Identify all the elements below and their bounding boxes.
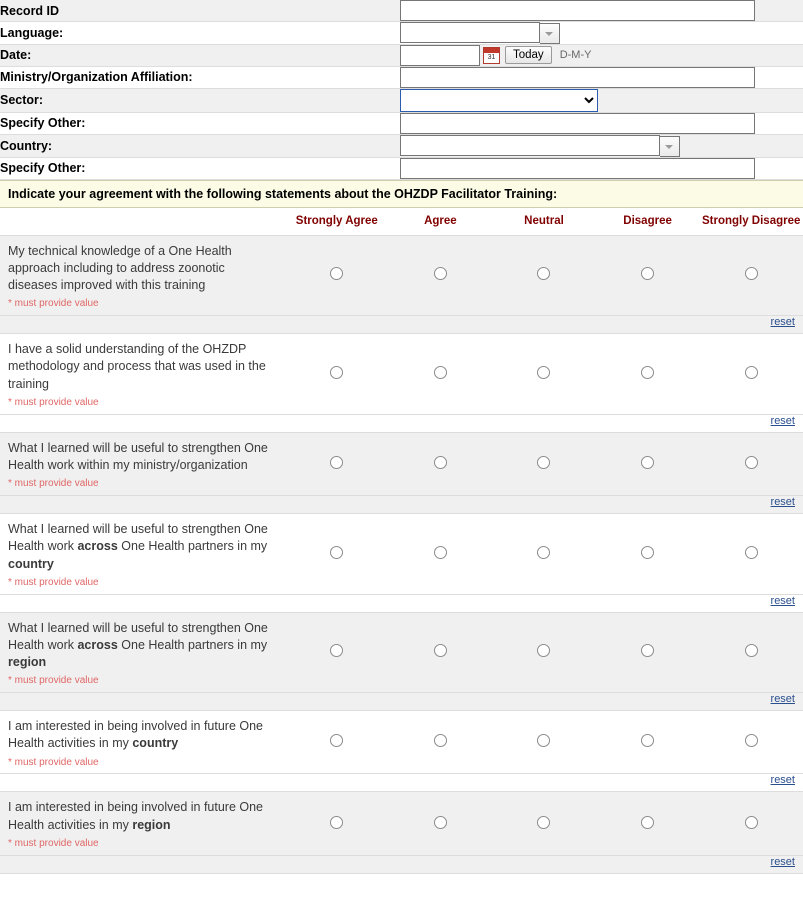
matrix-option-cell[interactable] (596, 711, 700, 774)
matrix-option-cell[interactable] (699, 612, 803, 693)
reset-link[interactable]: reset (770, 693, 795, 706)
matrix-question-text: What I learned will be useful to strengthen One Health work across One Health partners in my region * must provide value (0, 612, 285, 693)
field-label: Sector: (0, 93, 44, 108)
date-input[interactable] (400, 45, 480, 66)
record-fields-table (0, 0, 803, 180)
matrix-reset-row (0, 693, 803, 711)
language-input[interactable] (400, 22, 540, 43)
calendar-icon[interactable]: 31 (483, 47, 500, 64)
matrix-body (0, 235, 803, 873)
matrix-option-cell[interactable] (596, 334, 700, 415)
record-id-input[interactable] (400, 0, 755, 21)
radio-button[interactable] (537, 644, 550, 657)
matrix-reset-row (0, 414, 803, 432)
required-note: * must provide value (8, 396, 99, 408)
radio-button[interactable] (330, 644, 343, 657)
radio-button[interactable] (641, 456, 654, 469)
specify-other-country-input[interactable] (400, 158, 755, 179)
matrix-option-cell[interactable] (389, 612, 493, 693)
matrix-option-cell[interactable] (492, 612, 596, 693)
matrix-option-cell[interactable] (389, 711, 493, 774)
matrix-option-cell[interactable] (389, 792, 493, 855)
matrix-header-row (0, 208, 803, 236)
field-control (400, 44, 803, 66)
radio-button[interactable] (641, 546, 654, 559)
matrix-reset-row (0, 496, 803, 514)
form-row-record-id (0, 0, 803, 22)
radio-button[interactable] (745, 644, 758, 657)
field-label: Specify Other: (0, 161, 86, 176)
radio-button[interactable] (641, 734, 654, 747)
field-label: Language: (0, 25, 64, 40)
field-control (400, 88, 803, 112)
matrix-column-strongly-agree: Strongly Agree (285, 208, 389, 236)
matrix-option-cell[interactable] (699, 235, 803, 316)
reset-link[interactable]: reset (770, 316, 795, 329)
radio-button[interactable] (434, 546, 447, 559)
matrix-row (0, 711, 803, 774)
radio-button[interactable] (745, 366, 758, 379)
radio-button[interactable] (434, 644, 447, 657)
radio-button[interactable] (330, 734, 343, 747)
specify-other-sector-input[interactable] (400, 113, 755, 134)
field-label: Ministry/Organization Affiliation: (0, 70, 193, 85)
matrix-option-cell[interactable] (596, 514, 700, 595)
matrix-column-agree: Agree (389, 208, 493, 236)
field-label: Specify Other: (0, 116, 86, 131)
today-button[interactable]: Today (505, 46, 552, 64)
matrix-option-cell[interactable] (389, 334, 493, 415)
required-note: * must provide value (8, 576, 99, 588)
matrix-option-cell[interactable] (699, 334, 803, 415)
form-row-country (0, 134, 803, 157)
field-control (400, 134, 803, 157)
radio-button[interactable] (434, 734, 447, 747)
matrix-row (0, 792, 803, 855)
field-control (400, 157, 803, 179)
field-label: Date: (0, 48, 32, 63)
matrix-reset-row (0, 594, 803, 612)
matrix-option-cell[interactable] (492, 792, 596, 855)
country-input[interactable] (400, 135, 660, 156)
required-note: * must provide value (8, 478, 99, 490)
radio-button[interactable] (641, 644, 654, 657)
required-note: * must provide value (8, 298, 99, 310)
radio-button[interactable] (434, 816, 447, 829)
field-control (400, 22, 803, 45)
matrix-section-header: Indicate your agreement with the following statements about the OHZDP Facilitator Training: (0, 180, 803, 208)
reset-link[interactable]: reset (770, 496, 795, 509)
form-row-sector (0, 88, 803, 112)
matrix-option-cell[interactable] (596, 612, 700, 693)
radio-button[interactable] (745, 546, 758, 559)
radio-button[interactable] (537, 366, 550, 379)
matrix-column-neutral: Neutral (492, 208, 596, 236)
matrix-option-cell[interactable] (389, 432, 493, 495)
matrix-option-cell[interactable] (596, 432, 700, 495)
matrix-option-cell[interactable] (285, 235, 389, 316)
country-combo[interactable] (400, 135, 680, 157)
matrix-option-cell[interactable] (492, 711, 596, 774)
radio-button[interactable] (745, 734, 758, 747)
matrix-option-cell[interactable] (285, 334, 389, 415)
form-row-specify-other-country (0, 157, 803, 179)
required-note: * must provide value (8, 837, 99, 849)
reset-link[interactable]: reset (770, 414, 795, 427)
reset-link[interactable]: reset (770, 855, 795, 868)
agreement-matrix-table (0, 208, 803, 874)
matrix-option-cell[interactable] (389, 514, 493, 595)
sector-select[interactable] (400, 89, 598, 112)
radio-button[interactable] (434, 366, 447, 379)
radio-button[interactable] (330, 366, 343, 379)
matrix-option-cell[interactable] (596, 792, 700, 855)
matrix-row (0, 432, 803, 495)
matrix-option-cell[interactable] (285, 711, 389, 774)
matrix-row (0, 235, 803, 316)
matrix-question-text: What I learned will be useful to strengthen One Health work within my ministry/organization * must provide value (0, 432, 285, 495)
radio-button[interactable] (537, 816, 550, 829)
chevron-down-icon[interactable] (660, 136, 680, 157)
radio-button[interactable] (641, 267, 654, 280)
form-row-date (0, 44, 803, 66)
matrix-question-text: I am interested in being involved in future One Health activities in my country * must provide value (0, 711, 285, 774)
matrix-question-text: My technical knowledge of a One Health approach including to address zoonotic diseases improved with this training * must provide value (0, 235, 285, 316)
matrix-option-cell[interactable] (285, 432, 389, 495)
matrix-question-text: I am interested in being involved in future One Health activities in my region * must provide value (0, 792, 285, 855)
matrix-question-text: What I learned will be useful to strengthen One Health work across One Health partners in my country * must provide value (0, 514, 285, 595)
matrix-option-cell[interactable] (389, 235, 493, 316)
matrix-row (0, 334, 803, 415)
radio-button[interactable] (641, 816, 654, 829)
radio-button[interactable] (745, 816, 758, 829)
reset-link[interactable]: reset (770, 774, 795, 787)
matrix-question-text: I have a solid understanding of the OHZDP methodology and process that was used in the training * must provide value (0, 334, 285, 415)
matrix-row (0, 612, 803, 693)
radio-button[interactable] (537, 546, 550, 559)
matrix-option-cell[interactable] (699, 432, 803, 495)
form-row-language (0, 22, 803, 45)
radio-button[interactable] (641, 366, 654, 379)
matrix-column-disagree: Disagree (596, 208, 700, 236)
field-label: Record ID (0, 3, 60, 18)
date-format-hint: D-M-Y (559, 49, 592, 62)
radio-button[interactable] (537, 734, 550, 747)
form-row-specify-other-sector (0, 112, 803, 134)
radio-button[interactable] (434, 267, 447, 280)
matrix-option-cell[interactable] (699, 792, 803, 855)
radio-button[interactable] (330, 456, 343, 469)
matrix-row (0, 514, 803, 595)
required-note: * must provide value (8, 756, 99, 768)
matrix-option-cell[interactable] (596, 235, 700, 316)
matrix-option-cell[interactable] (285, 792, 389, 855)
radio-button[interactable] (330, 816, 343, 829)
field-control (400, 0, 803, 22)
chevron-down-icon[interactable] (540, 23, 560, 44)
matrix-option-cell[interactable] (492, 514, 596, 595)
matrix-option-cell[interactable] (285, 612, 389, 693)
radio-button[interactable] (330, 546, 343, 559)
matrix-option-cell[interactable] (285, 514, 389, 595)
matrix-reset-row (0, 774, 803, 792)
form-row-ministry (0, 66, 803, 88)
matrix-reset-row (0, 316, 803, 334)
required-note: * must provide value (8, 675, 99, 687)
radio-button[interactable] (745, 456, 758, 469)
matrix-option-cell[interactable] (492, 432, 596, 495)
field-control (400, 66, 803, 88)
language-combo[interactable] (400, 22, 560, 44)
field-label: Country: (0, 138, 53, 153)
matrix-option-cell[interactable] (492, 334, 596, 415)
matrix-option-cell[interactable] (699, 514, 803, 595)
radio-button[interactable] (434, 456, 447, 469)
radio-button[interactable] (537, 267, 550, 280)
field-control (400, 112, 803, 134)
matrix-column-strongly-disagree: Strongly Disagree (699, 208, 803, 236)
reset-link[interactable]: reset (770, 594, 795, 607)
radio-button[interactable] (537, 456, 550, 469)
matrix-option-cell[interactable] (492, 235, 596, 316)
matrix-option-cell[interactable] (699, 711, 803, 774)
radio-button[interactable] (745, 267, 758, 280)
radio-button[interactable] (330, 267, 343, 280)
ministry-affiliation-input[interactable] (400, 67, 755, 88)
matrix-question-header (0, 208, 285, 236)
matrix-reset-row (0, 855, 803, 873)
